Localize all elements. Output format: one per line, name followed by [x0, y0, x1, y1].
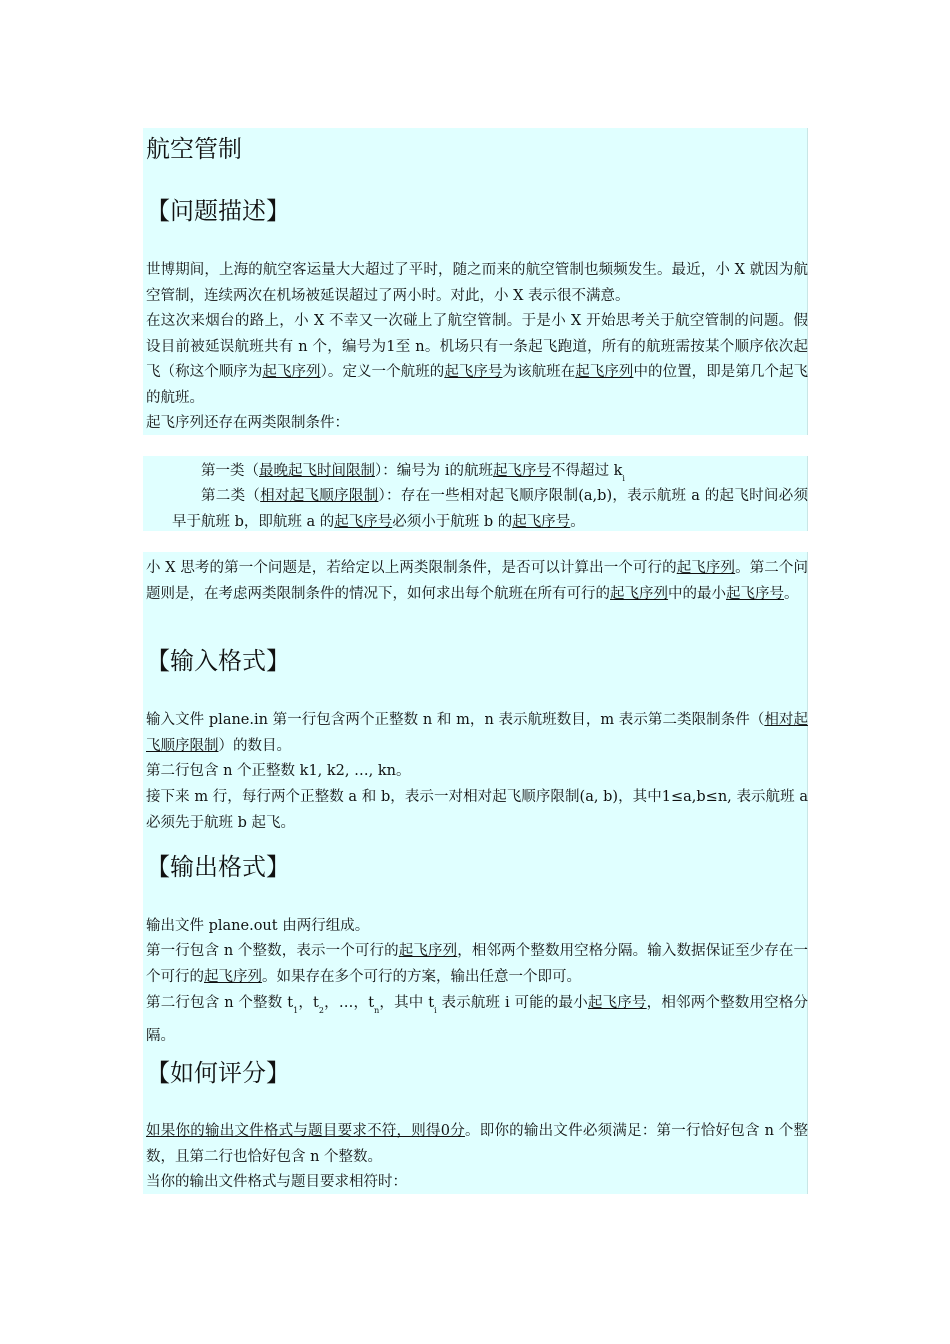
constraint-type-1: 第一类（最晚起飞时间限制）：编号为 i的航班起飞序号不得超过 $k_i$: [201, 463, 625, 483]
heading-scoring: 【如何评分】: [146, 1059, 290, 1087]
constraint-type-2: 第二类（相对起飞顺序限制）：存在一些相对起飞顺序限制(a,b)，表示航班 a 的起飞时间必须早于航班 b，即航班 a 的起飞序号必须小于航班 b 的起飞序号。: [172, 488, 809, 530]
term-takeoff-number: 起飞序号: [512, 513, 571, 530]
term-takeoff-sequence: 起飞序列: [610, 585, 668, 602]
paragraph-background: 世博期间，上海的航空客运量大大超过了平时，随之而来的航空管制也频频发生。最近，小 X 就因为航空管制，连续两次在机场被延误超过了两小时。对此，小 X 表示很不满意。: [146, 262, 808, 304]
paragraph-scoring-line2: 当你的输出文件格式与题目要求相符时：: [146, 1174, 407, 1190]
paragraph-constraints-intro: 起飞序列还存在两类限制条件：: [146, 415, 349, 431]
term-takeoff-number: 起飞序号: [726, 585, 784, 602]
term-takeoff-sequence: 起飞序列: [575, 364, 634, 380]
paragraph-scoring-line1: 如果你的输出文件格式与题目要求不符，则得0分。即你的输出文件必须满足：第一行恰好包含 n 个整数，且第二行也恰好包含 n 个整数。: [146, 1123, 808, 1165]
term-takeoff-number: 起飞序号: [444, 364, 503, 380]
paragraph-input-line1: 输入文件 plane.in 第一行包含两个正整数 n 和 m，n 表示航班数目，m 表示第二类限制条件（相对起飞顺序限制）的数目。: [146, 712, 808, 754]
document-title: 航空管制: [146, 135, 242, 163]
term-takeoff-number: 起飞序号: [587, 995, 647, 1011]
term-relative-order: 相对起飞顺序限制: [146, 712, 808, 754]
paragraph-definition: 在这次来烟台的路上，小 X 不幸又一次碰上了航空管制。于是小 X 开始思考关于航空管制的问题。假设目前被延误航班共有 n 个，编号为1至 n。机场只有一条起飞跑道，所有的航班需按某个顺序依次起飞（称这个顺序为起飞序列）。定义一个航班的起飞序号为该航班在起飞序列中的位置，即是第几个起飞的航班。: [146, 313, 809, 406]
term-takeoff-sequence: 起飞序列: [398, 943, 458, 959]
term-takeoff-sequence: 起飞序列: [262, 364, 321, 380]
paragraph-input-line2: 第二行包含 n 个正整数 k1, k2, …, kn。: [146, 763, 411, 779]
term-takeoff-number: 起飞序号: [493, 463, 551, 479]
heading-input-format: 【输入格式】: [146, 647, 290, 675]
heading-output-format: 【输出格式】: [146, 853, 290, 881]
term-latest-takeoff: 最晚起飞时间限制: [259, 463, 375, 479]
paragraph-output-line2: 第一行包含 n 个整数，表示一个可行的起飞序列，相邻两个整数用空格分隔。输入数据保证至少存在一个可行的起飞序列。如果存在多个可行的方案，输出任意一个即可。: [146, 943, 808, 985]
paragraph-questions: 小 X 思考的第一个问题是，若给定以上两类限制条件，是否可以计算出一个可行的起飞序列。第二个问题则是，在考虑两类限制条件的情况下，如何求出每个航班在所有可行的起飞序列中的最小起飞序号。: [146, 560, 809, 602]
term-takeoff-number: 起飞序号: [334, 513, 393, 530]
term-takeoff-sequence: 起飞序列: [204, 968, 262, 985]
term-relative-order: 相对起飞顺序限制: [260, 488, 379, 504]
paragraph-output-line1: 输出文件 plane.out 由两行组成。: [146, 918, 370, 934]
paragraph-input-line3: 接下来 m 行，每行两个正整数 a 和 b，表示一对相对起飞顺序限制(a, b)，其中1≤a,b≤n, 表示航班 a 必须先于航班 b 起飞。: [146, 789, 808, 831]
scoring-zero-rule: 如果你的输出文件格式与题目要求不符，则得0分: [146, 1123, 465, 1139]
term-takeoff-sequence: 起飞序列: [676, 560, 736, 576]
paragraph-output-line3: 第二行包含 n 个整数 $t_1$，$t_2$，…，$t_n$，其中 $t_i$ 表示航班 i 可能的最小起飞序号，相邻两个整数用空格分隔。: [146, 995, 809, 1044]
heading-problem-description: 【问题描述】: [146, 197, 290, 225]
